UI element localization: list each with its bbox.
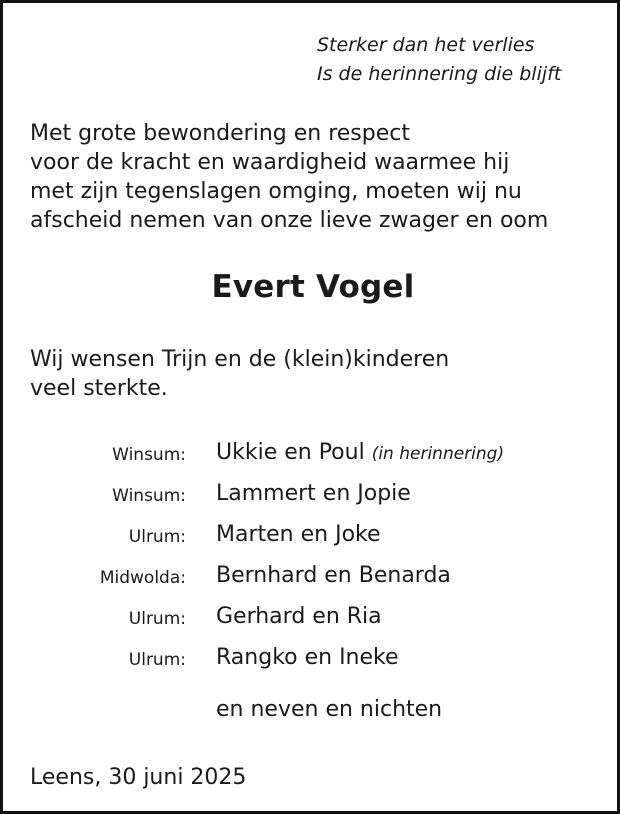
intro-line: met zijn tegenslagen omging, moeten wij nu bbox=[30, 179, 522, 204]
family-note: (in herinnering) bbox=[371, 444, 505, 464]
wish-line: veel sterkte. bbox=[30, 376, 168, 401]
family-names-text: Ukkie en Poul bbox=[216, 440, 365, 465]
family-row bbox=[3, 601, 620, 642]
family-names: Marten en Joke bbox=[216, 522, 381, 547]
condolence-wish bbox=[30, 345, 449, 403]
family-row bbox=[3, 437, 620, 478]
wish-line: Wij wensen Trijn en de (klein)kinderen bbox=[30, 347, 450, 372]
family-row bbox=[3, 519, 620, 560]
family-row bbox=[3, 478, 620, 519]
place-date: Leens, 30 juni 2025 bbox=[30, 765, 247, 790]
poem-line-1: Sterker dan het verlies bbox=[317, 34, 535, 56]
poem-quote bbox=[317, 31, 561, 89]
deceased-name: Evert Vogel bbox=[211, 269, 415, 305]
family-place: Winsum: bbox=[112, 445, 186, 465]
intro-line: voor de kracht en waardigheid waarmee hij bbox=[30, 150, 510, 175]
nephews-nieces: en neven en nichten bbox=[216, 697, 443, 722]
intro-line: afscheid nemen van onze lieve zwager en oom bbox=[30, 208, 549, 233]
family-names: Lammert en Jopie bbox=[216, 481, 411, 506]
family-place: Midwolda: bbox=[99, 568, 186, 588]
family-names: Bernhard en Benarda bbox=[216, 563, 451, 588]
intro-line: Met grote bewondering en respect bbox=[30, 121, 410, 146]
family-list bbox=[3, 437, 620, 683]
family-names: Gerhard en Ria bbox=[216, 604, 382, 629]
family-row bbox=[3, 642, 620, 683]
family-place: Ulrum: bbox=[128, 650, 186, 670]
family-row bbox=[3, 560, 620, 601]
poem-line-2: Is de herinnering die blijft bbox=[317, 63, 562, 85]
intro-text bbox=[30, 119, 548, 235]
family-place: Ulrum: bbox=[128, 527, 186, 547]
family-place: Winsum: bbox=[112, 486, 186, 506]
family-names bbox=[216, 437, 504, 470]
family-names: Rangko en Ineke bbox=[216, 645, 399, 670]
family-place: Ulrum: bbox=[128, 609, 186, 629]
